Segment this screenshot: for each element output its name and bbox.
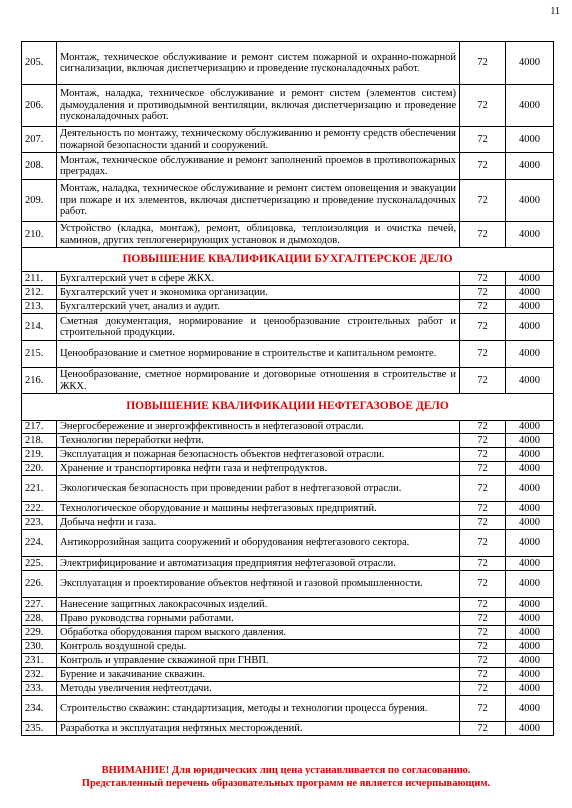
course-price: 4000 [506,127,554,153]
course-number: 218. [22,434,57,448]
course-name: Контроль и управление скважиной при ГНВП. [57,654,460,668]
course-name: Экологическая безопасность при проведении работ в нефтегазовой отрасли. [57,476,460,502]
course-name: Бухгалтерский учет и экономика организации. [57,286,460,300]
course-row [22,341,554,368]
course-hours: 72 [460,557,506,571]
course-hours: 72 [460,626,506,640]
course-number: 210. [22,222,57,248]
footer-notice [0,764,572,790]
course-price: 4000 [506,462,554,476]
course-number: 228. [22,612,57,626]
course-number: 219. [22,448,57,462]
course-name: Обработка оборудования паром выского давления. [57,626,460,640]
course-row [22,696,554,722]
course-price: 4000 [506,696,554,722]
course-number: 213. [22,300,57,314]
course-number: 212. [22,286,57,300]
course-hours: 72 [460,502,506,516]
course-name: Устройство (кладка, монтаж), ремонт, облицовка, теплоизоляция и очистка печей, каминов, других теплогенерирующих установок и дымоходов. [57,222,460,248]
course-name: Технологическое оборудование и машины нефтегазовых предприятий. [57,502,460,516]
course-number: 207. [22,127,57,153]
course-name: Антикоррозийная защита сооружений и оборудования нефтегазового сектора. [57,530,460,557]
section-title: ПОВЫШЕНИЕ КВАЛИФИКАЦИИ БУХГАЛТЕРСКОЕ ДЕЛО [22,248,554,272]
course-hours: 72 [460,421,506,434]
course-number: 221. [22,476,57,502]
course-number: 209. [22,180,57,222]
section-title: ПОВЫШЕНИЕ КВАЛИФИКАЦИИ НЕФТЕГАЗОВОЕ ДЕЛО [22,394,554,421]
course-hours: 72 [460,612,506,626]
course-hours: 72 [460,668,506,682]
course-price: 4000 [506,668,554,682]
course-row [22,682,554,696]
course-row [22,516,554,530]
course-price: 4000 [506,85,554,127]
course-name: Энергосбережение и энергоэффективность в нефтегазовой отрасли. [57,421,460,434]
course-hours: 72 [460,462,506,476]
course-hours: 72 [460,222,506,248]
course-hours: 72 [460,516,506,530]
course-number: 216. [22,368,57,394]
course-price: 4000 [506,42,554,85]
course-number: 205. [22,42,57,85]
course-row [22,448,554,462]
course-price: 4000 [506,571,554,598]
course-row [22,222,554,248]
course-row [22,571,554,598]
course-name: Добыча нефти и газа. [57,516,460,530]
course-row [22,434,554,448]
course-price: 4000 [506,557,554,571]
course-number: 226. [22,571,57,598]
course-name: Бурение и закачивание скважин. [57,668,460,682]
course-price: 4000 [506,448,554,462]
course-name: Нанесение защитных лакокрасочных изделий. [57,598,460,612]
course-number: 225. [22,557,57,571]
course-number: 227. [22,598,57,612]
course-hours: 72 [460,696,506,722]
course-price: 4000 [506,598,554,612]
course-number: 214. [22,314,57,341]
course-hours: 72 [460,476,506,502]
section-header-row [22,394,554,421]
course-row [22,668,554,682]
course-number: 208. [22,153,57,180]
course-price: 4000 [506,476,554,502]
course-row [22,127,554,153]
course-hours: 72 [460,640,506,654]
course-price: 4000 [506,368,554,394]
price-table-body [22,42,554,736]
course-number: 211. [22,272,57,286]
course-row [22,42,554,85]
course-price: 4000 [506,612,554,626]
course-price: 4000 [506,180,554,222]
course-row [22,421,554,434]
course-price: 4000 [506,286,554,300]
course-row [22,530,554,557]
course-price: 4000 [506,516,554,530]
course-price: 4000 [506,682,554,696]
course-price: 4000 [506,314,554,341]
course-price: 4000 [506,341,554,368]
course-price: 4000 [506,640,554,654]
course-name: Электрифицирование и автоматизация предприятия нефтегазовой отрасли. [57,557,460,571]
course-number: 223. [22,516,57,530]
course-row [22,300,554,314]
course-price: 4000 [506,222,554,248]
course-hours: 72 [460,180,506,222]
course-name: Монтаж, наладка, техническое обслуживание и ремонт систем (элементов систем) дымоудаления и противодымной вентиляции, включая диспетчеризацию и проведение пусконаладочных работ. [57,85,460,127]
course-row [22,272,554,286]
course-hours: 72 [460,153,506,180]
course-number: 235. [22,722,57,736]
course-row [22,180,554,222]
course-name: Бухгалтерский учет в сфере ЖКХ. [57,272,460,286]
course-hours: 72 [460,654,506,668]
course-row [22,598,554,612]
course-hours: 72 [460,272,506,286]
course-name: Бухгалтерский учет, анализ и аудит. [57,300,460,314]
course-hours: 72 [460,722,506,736]
course-name: Монтаж, наладка, техническое обслуживание и ремонт систем оповещения и эвакуации при пожаре и их элементов, включая диспетчеризацию и проведение пусконаладочных работ. [57,180,460,222]
course-name: Контроль воздушной среды. [57,640,460,654]
course-number: 220. [22,462,57,476]
course-price: 4000 [506,502,554,516]
course-row [22,626,554,640]
price-table [21,41,554,736]
course-hours: 72 [460,314,506,341]
course-row [22,557,554,571]
course-price: 4000 [506,272,554,286]
course-number: 217. [22,421,57,434]
course-row [22,612,554,626]
course-hours: 72 [460,85,506,127]
course-number: 224. [22,530,57,557]
course-row [22,286,554,300]
course-name: Деятельность по монтажу, техническому обслуживанию и ремонту средств обеспечения пожарной безопасности зданий и сооружений. [57,127,460,153]
course-name: Сметная документация, нормирование и ценообразование строительных работ и строительной продукции. [57,314,460,341]
course-name: Разработка и эксплуатация нефтяных месторождений. [57,722,460,736]
course-name: Эксплуатация и проектирование объектов нефтяной и газовой промышленности. [57,571,460,598]
course-hours: 72 [460,682,506,696]
course-name: Монтаж, техническое обслуживание и ремонт заполнений проемов в противопожарных преградах. [57,153,460,180]
course-number: 215. [22,341,57,368]
course-price: 4000 [506,421,554,434]
course-hours: 72 [460,571,506,598]
course-name: Ценообразование и сметное нормирование в строительстве и капитальном ремонте. [57,341,460,368]
course-row [22,654,554,668]
course-number: 233. [22,682,57,696]
course-number: 232. [22,668,57,682]
course-price: 4000 [506,722,554,736]
course-row [22,476,554,502]
course-row [22,153,554,180]
course-price: 4000 [506,434,554,448]
course-price: 4000 [506,654,554,668]
course-name: Ценообразование, сметное нормирование и договорные отношения в строительстве и ЖКХ. [57,368,460,394]
course-hours: 72 [460,598,506,612]
course-name: Право руководства горными работами. [57,612,460,626]
footer-notice-line-1: ВНИМАНИЕ! Для юридических лиц цена устанавливается по согласованию. [101,765,471,776]
course-row [22,722,554,736]
course-name: Монтаж, техническое обслуживание и ремонт систем пожарной и охранно-пожарной сигнализации, включая диспетчеризацию и проведение пусконаладочных работ. [57,42,460,85]
section-header-row [22,248,554,272]
course-number: 222. [22,502,57,516]
course-name: Методы увеличения нефтеотдачи. [57,682,460,696]
course-hours: 72 [460,286,506,300]
course-name: Эксплуатация и пожарная безопасность объектов нефтегазовой отрасли. [57,448,460,462]
footer-notice-line-2: Представленный перечень образовательных программ не является исчерпывающим. [81,778,491,789]
course-price: 4000 [506,153,554,180]
course-row [22,368,554,394]
course-hours: 72 [460,127,506,153]
course-name: Хранение и транспортировка нефти газа и нефтепродуктов. [57,462,460,476]
course-hours: 72 [460,530,506,557]
course-row [22,314,554,341]
course-name: Строительство скважин: стандартизация, методы и технологии процесса бурения. [57,696,460,722]
course-row [22,462,554,476]
course-hours: 72 [460,448,506,462]
course-hours: 72 [460,368,506,394]
course-row [22,85,554,127]
course-hours: 72 [460,300,506,314]
course-price: 4000 [506,300,554,314]
course-price: 4000 [506,530,554,557]
course-hours: 72 [460,434,506,448]
course-number: 229. [22,626,57,640]
course-number: 234. [22,696,57,722]
course-row [22,640,554,654]
course-price: 4000 [506,626,554,640]
course-number: 206. [22,85,57,127]
course-number: 231. [22,654,57,668]
page-number: 11 [550,6,560,17]
course-hours: 72 [460,42,506,85]
course-row [22,502,554,516]
course-hours: 72 [460,341,506,368]
course-number: 230. [22,640,57,654]
course-name: Технологии переработки нефти. [57,434,460,448]
